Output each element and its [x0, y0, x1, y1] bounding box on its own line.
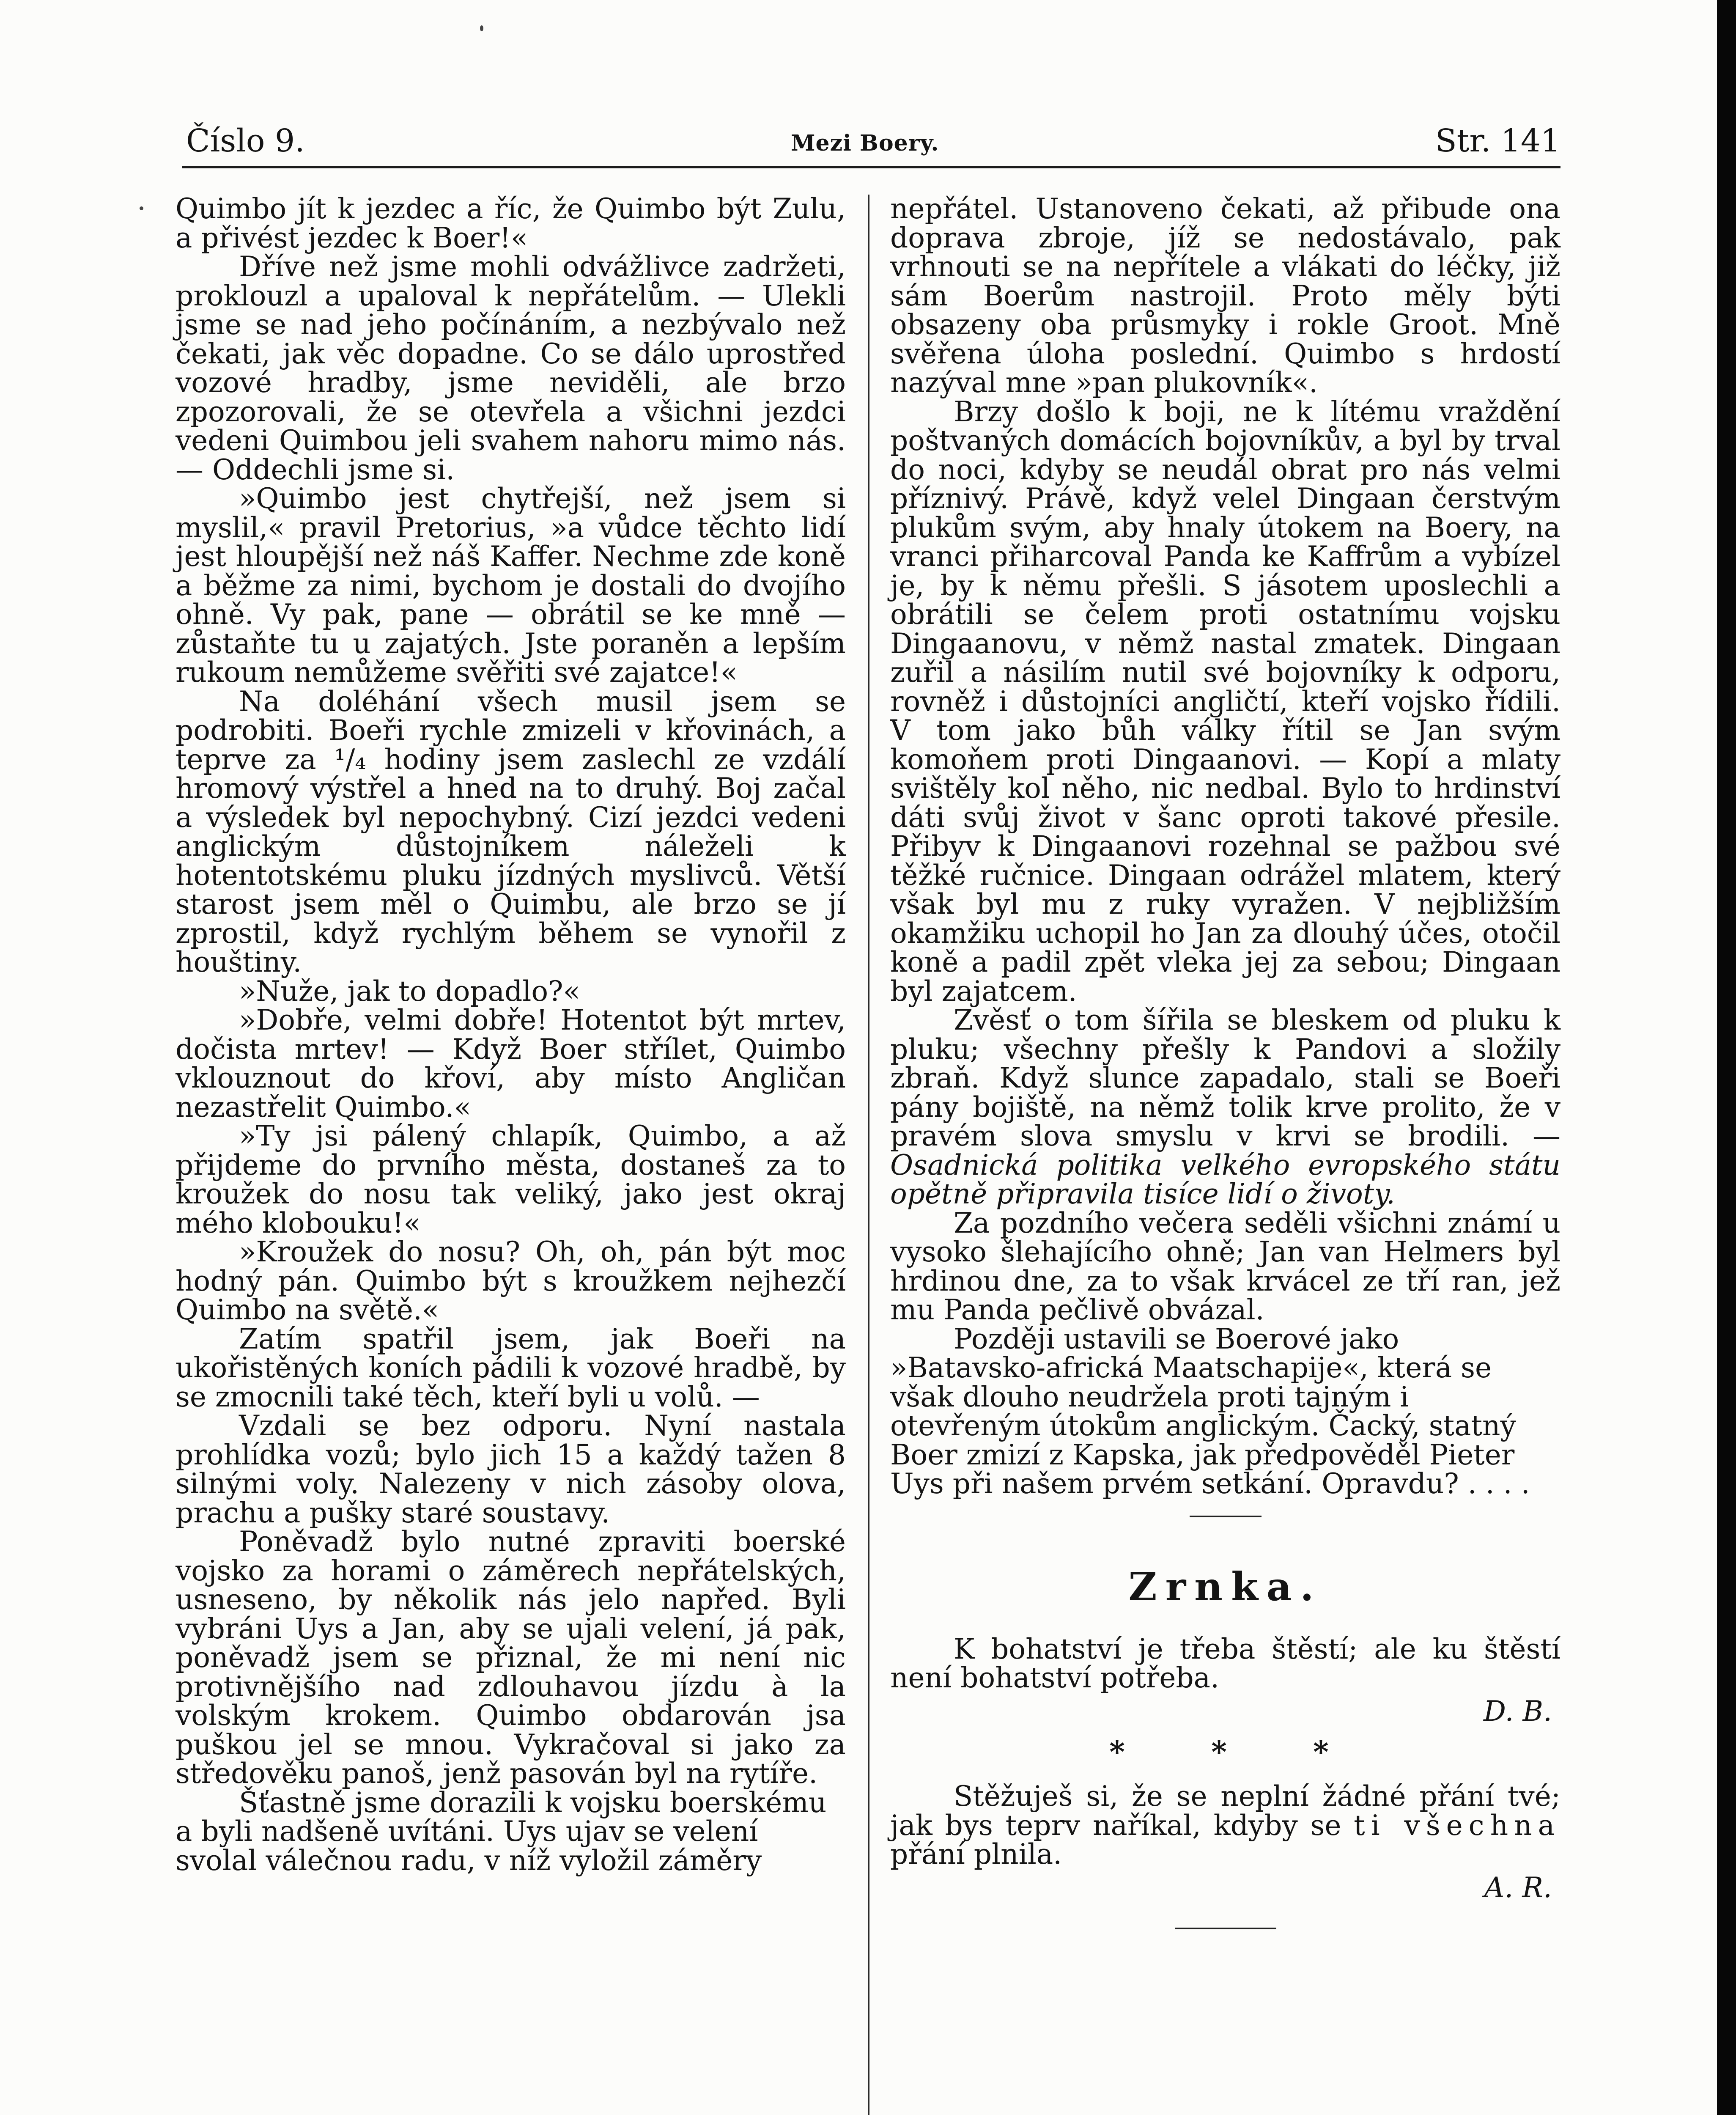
aphorism — [890, 1782, 1560, 1869]
paragraph: Dříve než jsme mohli odvážlivce zadržeti, proklouzl a upaloval k nepřátelům. — Ulekli jsme se nad jeho počínáním, a nezbývalo než čekati, jak věc dopadne. Co se dálo uprostřed vozové hradby, jsme neviděli, ale brzo zpozorovali, že se otevřela a všichni jezdci vedeni Quimbou jeli svahem nahoru mimo nás. — Oddechli jsme si. — [176, 250, 846, 486]
page-header — [186, 114, 1560, 165]
paragraph: Zatím spatřil jsem, jak Boeři na ukořistěných koních pádili k vozové hradbě, by se zmocnili také těch, kteří byli u volů. — — [176, 1322, 846, 1413]
story-end-rule — [1190, 1516, 1262, 1517]
paragraph: Poněvadž bylo nutné zpraviti boerské vojsko za horami o záměrech nepřátelských, usneseno, by několik nás jelo napřed. Byli vybráni Uys a Jan, aby se ujali velení, já pak, poněvadž jsem se přiznal, že mi není nic protivnějšího nad zdlouhavou jízdu à la volským krokem. Quimbo obdarován jsa puškou jel se mnou. Vykračoval si jako za středověku panoš, jenž pasován byl na rytíře. — [176, 1525, 846, 1790]
page-number: Str. 141 — [1435, 123, 1560, 159]
aphorism-text: Stěžuješ si, že se neplní žádné přání tvé; jak bys teprv naříkal, kdyby se — [890, 1780, 1560, 1842]
paragraph: Na doléhání všech musil jsem se podrobiti. Boeři rychle zmizeli v křovinách, a teprve za ¹/₄ hodiny jsem zaslechl ze vzdálí hromový výstřel a hned na to druhý. Boj začal a výsledek byl nepochybný. Cizí jezdci vedeni anglickým důstojníkem náleželi k hotentotskému pluku jízdných myslivců. Větší starost jsem měl o Quimbu, ale brzo se jí zprostil, když rychlým během se vynořil z houštiny. — [176, 685, 846, 978]
paragraph — [890, 1006, 1560, 1209]
spaced-emphasis: ti všechna — [1354, 1809, 1560, 1842]
paragraph: Později ustavili se Boerové jako »Batavsko-africká Maatschapije«, která se však dlouho neudržela proti tajným i otevřeným útokům anglickým. Čacký, statný Boer zmizí z Kapska, jak předpověděl Pieter Uys při našem prvém setkání. Opravdu? . . . . — [890, 1322, 1530, 1500]
section-end-rule — [1175, 1928, 1276, 1929]
paragraph: »Kroužek do nosu? Oh, oh, pán být moc hodný pán. Quimbo být s kroužkem nejhezčí Quimbo na světě.« — [176, 1236, 846, 1326]
page-edge-shadow — [1717, 0, 1736, 2115]
header-rule — [182, 166, 1560, 168]
paragraph: Brzy došlo k boji, ne k lítému vraždění poštvaných domácích bojovníkův, a byl by trval do noci, kdyby se neudál obrat pro nás velmi příznivý. Právě, když velel Dingaan čerstvým plukům svým, aby hnaly útokem na Boery, na vranci přiharcoval Panda ke Kaffrům a vybízel je, by k němu přešli. S jásotem uposlechli a obrátili se čelem proti ostatnímu vojsku Dingaanovu, v němž nastal zmatek. Dingaan zuřil a násilím nutil své bojovníky k odporu, rovněž i důstojníci angličtí, kteří vojsko řídili. V tom jako bůh války řítil se Jan svým komoňem proti Dingaanovi. — Kopí a mlaty svištěly kol něho, nic nedbal. Bylo to hrdinství dáti svůj život v šanc oproti takové přesile. Přibyv k Dingaanovi rozehnal se pažbou své těžké ručnice. Dingaan odrážel mlatem, který však byl mu z ruky vyražen. V nejbližším okamžiku uchopil ho Jan za dlouhý účes, otočil koně a padil zpět vleka jej za sebou; Dingaan byl zajatcem. — [890, 395, 1560, 1008]
aphorism: K bohatství je třeba štěstí; ale ku štěstí není bohatství potřeba. — [890, 1632, 1560, 1694]
signature: A. R. — [1484, 1871, 1552, 1904]
paragraph: Quimbo jít k jezdec a říc, že Quimbo být Zulu, a přivést jezdec k Boer!« — [176, 192, 846, 254]
paragraph: Šťastně jsme dorazili k vojsku boerskému a byli nadšeně uvítáni. Uys ujav se velení svolal válečnou radu, v níž vyložil záměry — [176, 1786, 827, 1877]
paragraph: Za pozdního večera seděli všichni známí u vysoko šlehajícího ohně; Jan van Helmers byl hrdinou dne, za to však krvácel ze tří ran, jež mu Panda pečlivě obvázal. — [890, 1206, 1560, 1326]
paragraph: »Ty jsi pálený chlapík, Quimbo, a až přijdeme do prvního města, dostaneš za to kroužek do nosu tak veliký, jako jest okraj mého klobouku!« — [176, 1120, 846, 1239]
print-speck — [140, 206, 143, 210]
paragraph: »Nuže, jak to dopadlo?« — [239, 975, 580, 1008]
asterism: * * * — [1109, 1734, 1367, 1769]
running-title: Mezi Boery. — [791, 130, 939, 156]
left-column — [176, 192, 846, 1877]
right-column — [890, 192, 1560, 1929]
issue-number: Číslo 9. — [186, 123, 305, 159]
signature: D. B. — [1483, 1695, 1552, 1728]
paragraph: nepřátel. Ustanoveno čekati, až přibude ona doprava zbroje, jíž se nedostávalo, pak vrhnouti se na nepřítele a vlákati do léčky, již sám Boerům nastrojil. Proto měly býti obsazeny oba průsmyky i rokle Groot. Mně svěřena úloha poslední. Quimbo s hrdostí nazýval mne »pan plukovník«. — [890, 192, 1560, 399]
aphorism-text-end: přání plnila. — [890, 1838, 1062, 1871]
paragraph: Vzdali se bez odporu. Nyní nastala prohlídka vozů; bylo jich 15 a každý tažen 8 silnými voly. Nalezeny v nich zásoby olova, prachu a pušky staré soustavy. — [176, 1409, 846, 1529]
paragraph: »Dobře, velmi dobře! Hotentot být mrtev, dočista mrtev! — Když Boer střílet, Quimbo vklouznout do křoví, aby místo Angličan nezastřelit Quimbo.« — [176, 1004, 846, 1123]
paragraph-text: Zvěsť o tom šířila se bleskem od pluku k pluku; všechny přešly k Pandovi a složily zbraň. Když slunce zapadalo, stali se Boeři pány bojiště, na němž tolik krve prolito, že v pravém slova smyslu v krvi se brodili. — — [890, 1004, 1560, 1152]
print-speck — [480, 25, 483, 31]
italic-remark: Osadnická politika velkého evropského státu opětně připravila tisíce lidí o životy. — [890, 1148, 1560, 1210]
column-divider — [868, 195, 869, 2115]
section-title: Zrnka. — [1128, 1563, 1322, 1610]
paragraph: »Quimbo jest chytřejší, než jsem si myslil,« pravil Pretorius, »a vůdce těchto lidí jest hloupější než náš Kaffer. Nechme zde koně a běžme za nimi, bychom je dostali do dvojího ohně. Vy pak, pane — obrátil se ke mně — zůstaňte tu u zajatých. Jste poraněn a lepším rukoum nemůžeme svěřiti své zajatce!« — [176, 482, 846, 689]
